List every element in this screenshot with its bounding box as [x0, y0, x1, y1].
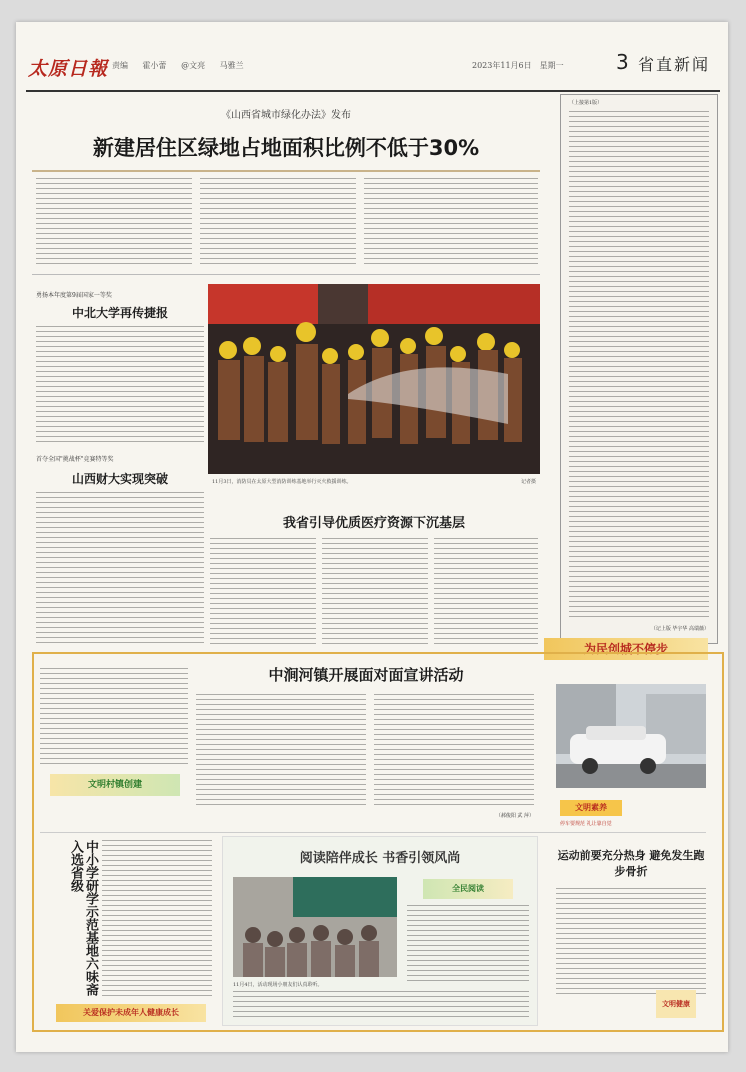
reading-caption: 11月4日，活动现场小朋友们认真聆听。	[233, 982, 323, 988]
issue-date: 2023年11月6日 星期一	[472, 61, 564, 70]
lead-body-col2	[200, 178, 356, 268]
section-rule	[32, 274, 540, 275]
masthead-rule	[26, 90, 720, 92]
feature-body-col2	[374, 694, 534, 808]
story2-headline: 山西财大实现突破	[71, 472, 168, 486]
feature-mid-rule	[40, 832, 706, 833]
civilized-health-badge: 文明健康	[656, 990, 696, 1018]
six-school-headline: 中小学研学示范基地六味斋入选省级	[68, 840, 98, 996]
reading-headline: 阅读陪伴成长 书香引领风尚	[299, 851, 461, 866]
lead-body-col1	[36, 178, 192, 268]
firefighter-credit: 记者摄	[520, 479, 536, 485]
medical-body-col1	[210, 538, 316, 644]
editor-name: @文亮	[181, 61, 206, 70]
story1-headline: 中北大学再传捷报	[71, 306, 168, 320]
editor-name: 霍小蕾	[142, 61, 167, 70]
feature-banner: 为民创城不停步	[544, 638, 708, 660]
reading-tag: 全民阅读	[423, 879, 513, 899]
reading-body-bottom	[233, 991, 529, 1019]
right-column-note: （上接第1版）	[569, 100, 603, 106]
lead-kicker: 《山西省城市绿化办法》发布	[221, 110, 351, 121]
firefighter-training-photo	[208, 284, 540, 474]
newspaper-page	[16, 22, 728, 1052]
street-scene-photo	[556, 684, 706, 788]
firefighter-caption: 11月3日，消防员在太原大型消防训练基地举行灭火救援训练。	[212, 479, 352, 485]
minors-protection-banner: 关爱保护未成年人健康成长	[56, 1004, 206, 1022]
editor-credits	[112, 60, 256, 71]
story2-kicker: 首夺全国"挑战杯"竞赛特等奖	[36, 456, 114, 463]
medical-body-col3	[434, 538, 538, 644]
editor-name: 马雅兰	[219, 61, 244, 70]
lead-story	[32, 94, 540, 190]
story2-body	[36, 492, 204, 644]
medical-body-col2	[322, 538, 428, 644]
firefighter-photo-art	[208, 284, 540, 474]
lead-rule	[32, 170, 540, 172]
street-photo-caption: 停车要规范 礼让靠自觉	[560, 821, 612, 827]
newspaper-logo: 太原日報	[28, 58, 109, 80]
running-headline: 运动前要充分热身 避免发生跑步骨折	[557, 849, 705, 878]
reading-body-right	[407, 905, 529, 985]
feature-lead-text	[40, 668, 188, 768]
civilization-label: 文明村镇创建	[50, 774, 180, 796]
section-title: 省直新闻	[638, 55, 711, 74]
reading-story	[222, 836, 538, 1026]
reading-event-photo	[233, 877, 397, 977]
reading-photo-art	[233, 877, 397, 977]
right-news-column	[560, 94, 718, 644]
page-number: 3	[616, 50, 629, 74]
feature-body-col1	[196, 694, 366, 808]
lead-headline: 新建居住区绿地占地面积比例不低于30%	[92, 136, 480, 160]
street-photo-label: 文明素养	[560, 800, 622, 816]
running-body	[556, 888, 706, 998]
feature-credit: （郝俊阳 武 萍）	[495, 813, 534, 819]
lead-body-col3	[364, 178, 538, 268]
masthead	[26, 46, 720, 98]
story1-body	[36, 326, 204, 444]
editor-label: 责编	[112, 61, 128, 70]
right-column-body	[569, 111, 709, 619]
right-column-footer: （记上版 毕宇华 高瑞薇）	[650, 626, 709, 632]
six-school-body	[102, 840, 212, 1000]
street-photo-art	[556, 684, 706, 788]
feature-headline: 中涧河镇开展面对面宣讲活动	[268, 666, 464, 684]
medical-headline: 我省引导优质医疗资源下沉基层	[282, 516, 465, 531]
story1-kicker: 勇扬本年度第9届国家一等奖	[36, 292, 112, 299]
